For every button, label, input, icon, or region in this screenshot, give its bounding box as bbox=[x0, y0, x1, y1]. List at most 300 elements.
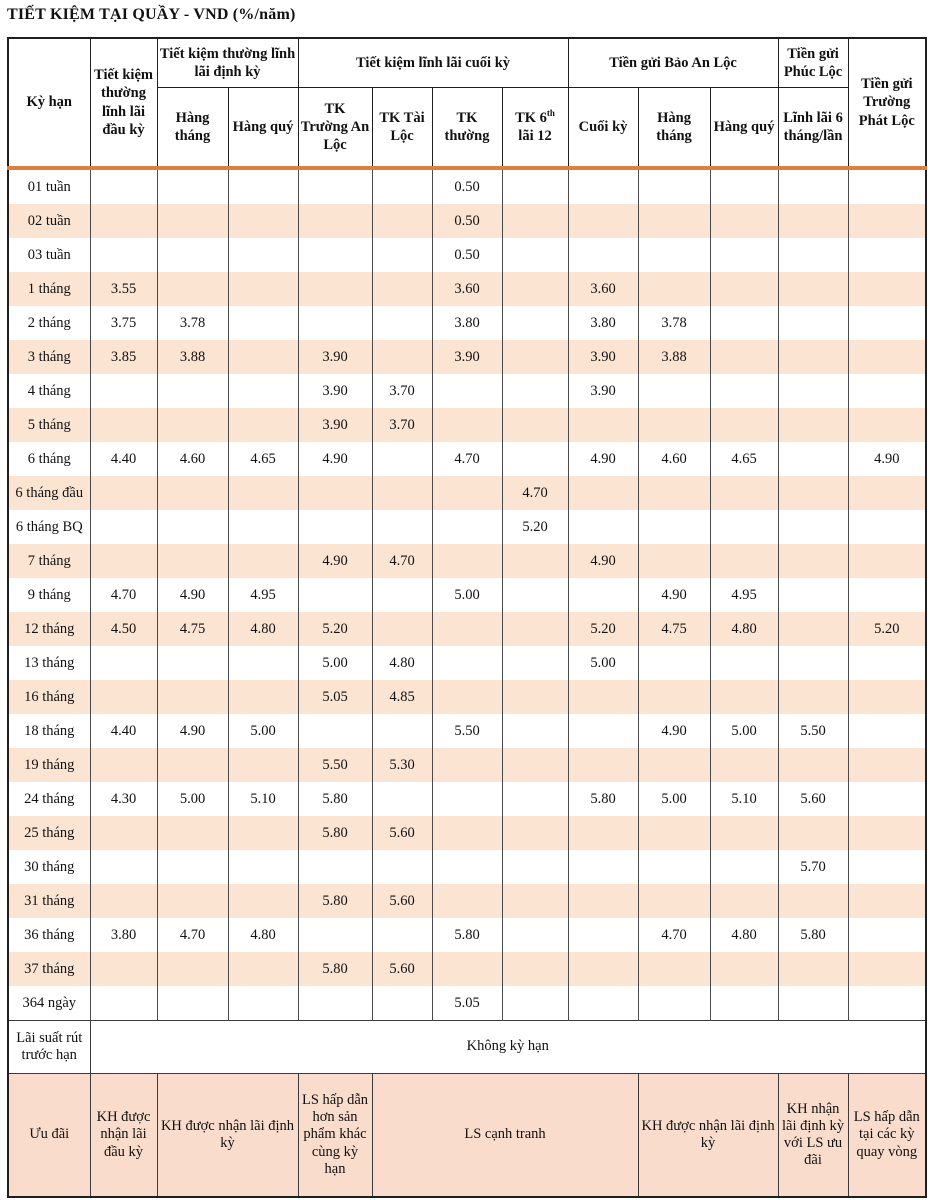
rate-cell: 5.80 bbox=[432, 918, 502, 952]
rate-cell bbox=[372, 612, 432, 646]
rate-cell bbox=[298, 238, 372, 272]
rate-cell bbox=[638, 986, 710, 1021]
rate-cell bbox=[90, 680, 157, 714]
rate-cell bbox=[228, 544, 298, 578]
rate-cell bbox=[157, 408, 228, 442]
rate-cell bbox=[90, 408, 157, 442]
rate-cell bbox=[502, 850, 568, 884]
benefit-cell: KH nhận lãi định kỳ với LS ưu đãi bbox=[778, 1074, 848, 1198]
term-cell: 12 tháng bbox=[8, 612, 90, 646]
rate-cell bbox=[228, 952, 298, 986]
rate-cell bbox=[710, 306, 778, 340]
table-row bbox=[8, 612, 926, 646]
rate-cell: 5.70 bbox=[778, 850, 848, 884]
rate-cell bbox=[848, 476, 926, 510]
rate-cell bbox=[710, 204, 778, 238]
rate-cell bbox=[568, 816, 638, 850]
rate-cell bbox=[568, 168, 638, 204]
rate-cell: 4.90 bbox=[638, 578, 710, 612]
rate-cell: 3.80 bbox=[432, 306, 502, 340]
rate-cell: 3.90 bbox=[298, 374, 372, 408]
table-row bbox=[8, 816, 926, 850]
rate-cell: 5.00 bbox=[432, 578, 502, 612]
col-header-phuc-loc-linh-lai: Lĩnh lãi 6 tháng/lần bbox=[778, 88, 848, 169]
page-title: TIẾT KIỆM TẠI QUẦY - VND (%/năm) bbox=[7, 6, 296, 23]
rate-cell bbox=[848, 578, 926, 612]
rate-cell bbox=[638, 168, 710, 204]
rate-cell bbox=[298, 510, 372, 544]
rate-cell bbox=[372, 272, 432, 306]
rate-cell: 5.05 bbox=[298, 680, 372, 714]
term-cell: 1 tháng bbox=[8, 272, 90, 306]
rate-cell: 5.60 bbox=[372, 952, 432, 986]
rate-cell bbox=[778, 306, 848, 340]
col-header-dinh-ky-hang-quy: Hàng quý bbox=[228, 88, 298, 169]
rate-cell bbox=[710, 408, 778, 442]
rate-cell bbox=[157, 850, 228, 884]
rate-cell bbox=[298, 918, 372, 952]
rate-cell bbox=[228, 476, 298, 510]
rate-cell bbox=[157, 748, 228, 782]
rate-cell bbox=[778, 374, 848, 408]
rate-cell: 4.85 bbox=[372, 680, 432, 714]
rate-cell: 3.78 bbox=[157, 306, 228, 340]
col-header-bal-hang-thang: Hàng tháng bbox=[638, 88, 710, 169]
rate-cell: 3.70 bbox=[372, 408, 432, 442]
table-row bbox=[8, 476, 926, 510]
term-cell: 6 tháng bbox=[8, 442, 90, 476]
rate-cell: 5.80 bbox=[778, 918, 848, 952]
col-header-tk-truong-an-loc: TK Trường An Lộc bbox=[298, 88, 372, 169]
table-row bbox=[8, 680, 926, 714]
table-row bbox=[8, 952, 926, 986]
rate-cell: 5.80 bbox=[298, 782, 372, 816]
rate-cell: 5.80 bbox=[298, 816, 372, 850]
rate-cell bbox=[228, 510, 298, 544]
col-header-tk-thuong: TK thường bbox=[432, 88, 502, 169]
rate-cell bbox=[372, 442, 432, 476]
rate-cell bbox=[228, 238, 298, 272]
rate-cell bbox=[90, 816, 157, 850]
rate-cell bbox=[638, 272, 710, 306]
rate-cell bbox=[778, 204, 848, 238]
rate-cell bbox=[502, 612, 568, 646]
rate-cell bbox=[502, 204, 568, 238]
rate-cell: 5.00 bbox=[157, 782, 228, 816]
rate-cell bbox=[848, 748, 926, 782]
rate-cell: 5.60 bbox=[372, 884, 432, 918]
table-row bbox=[8, 748, 926, 782]
table-row bbox=[8, 442, 926, 476]
rate-cell: 3.90 bbox=[432, 340, 502, 374]
rate-cell bbox=[298, 578, 372, 612]
rate-cell: 4.80 bbox=[372, 646, 432, 680]
rate-cell: 3.60 bbox=[432, 272, 502, 306]
rate-cell bbox=[157, 510, 228, 544]
rate-cell bbox=[372, 918, 432, 952]
table-row bbox=[8, 986, 926, 1021]
rate-cell: 4.75 bbox=[638, 612, 710, 646]
rate-cell bbox=[638, 748, 710, 782]
rate-cell bbox=[228, 680, 298, 714]
rate-cell bbox=[710, 544, 778, 578]
rate-cell bbox=[157, 986, 228, 1021]
rate-cell bbox=[90, 850, 157, 884]
benefit-cell: KH được nhận lãi đầu kỳ bbox=[90, 1074, 157, 1198]
rate-cell: 4.70 bbox=[90, 578, 157, 612]
rate-cell: 4.40 bbox=[90, 442, 157, 476]
rate-rows bbox=[8, 168, 926, 1021]
rate-cell bbox=[372, 168, 432, 204]
rate-cell bbox=[372, 204, 432, 238]
rate-cell: 4.70 bbox=[157, 918, 228, 952]
rate-cell bbox=[90, 748, 157, 782]
rate-cell bbox=[848, 782, 926, 816]
term-cell: 4 tháng bbox=[8, 374, 90, 408]
rate-cell: 3.90 bbox=[568, 374, 638, 408]
term-cell: 16 tháng bbox=[8, 680, 90, 714]
rate-cell: 4.60 bbox=[157, 442, 228, 476]
rate-cell bbox=[372, 714, 432, 748]
rate-cell bbox=[502, 646, 568, 680]
rate-cell bbox=[638, 544, 710, 578]
rate-cell bbox=[432, 510, 502, 544]
rate-cell bbox=[372, 578, 432, 612]
rate-cell: 4.80 bbox=[228, 612, 298, 646]
rate-cell bbox=[432, 782, 502, 816]
rate-cell: 4.90 bbox=[157, 714, 228, 748]
rate-cell bbox=[228, 646, 298, 680]
benefit-cell: LS hấp dẫn hơn sản phẩm khác cùng kỳ hạn bbox=[298, 1074, 372, 1198]
rate-cell: 4.90 bbox=[298, 544, 372, 578]
rate-cell bbox=[778, 476, 848, 510]
rate-cell bbox=[710, 986, 778, 1021]
rate-cell bbox=[568, 952, 638, 986]
rate-cell: 3.90 bbox=[298, 408, 372, 442]
rate-cell: 5.50 bbox=[432, 714, 502, 748]
rate-cell bbox=[502, 442, 568, 476]
rate-cell: 4.70 bbox=[502, 476, 568, 510]
rate-cell bbox=[228, 850, 298, 884]
rate-cell bbox=[432, 646, 502, 680]
rate-cell bbox=[298, 714, 372, 748]
rate-cell bbox=[157, 168, 228, 204]
term-cell: 25 tháng bbox=[8, 816, 90, 850]
rate-cell bbox=[298, 272, 372, 306]
rate-cell: 4.95 bbox=[228, 578, 298, 612]
table-row bbox=[8, 884, 926, 918]
rate-cell: 4.90 bbox=[848, 442, 926, 476]
rate-cell bbox=[778, 510, 848, 544]
rate-cell bbox=[778, 612, 848, 646]
term-cell: 3 tháng bbox=[8, 340, 90, 374]
rate-cell bbox=[228, 408, 298, 442]
rate-cell bbox=[298, 850, 372, 884]
rate-cell bbox=[710, 816, 778, 850]
col-header-tk-tai-loc: TK Tài Lộc bbox=[372, 88, 432, 169]
rate-cell: 4.90 bbox=[568, 544, 638, 578]
rate-cell bbox=[90, 952, 157, 986]
rate-cell bbox=[372, 238, 432, 272]
term-cell: 13 tháng bbox=[8, 646, 90, 680]
rate-cell bbox=[502, 952, 568, 986]
table-row bbox=[8, 408, 926, 442]
rate-cell bbox=[848, 238, 926, 272]
col-header-ky-han: Kỳ hạn bbox=[8, 38, 90, 168]
benefits-label: Ưu đãi bbox=[8, 1074, 90, 1198]
term-cell: 2 tháng bbox=[8, 306, 90, 340]
rate-cell bbox=[848, 680, 926, 714]
rate-cell: 5.50 bbox=[778, 714, 848, 748]
rate-cell bbox=[228, 168, 298, 204]
rate-cell: 5.00 bbox=[710, 714, 778, 748]
rate-cell bbox=[90, 168, 157, 204]
rate-cell bbox=[568, 408, 638, 442]
rate-cell bbox=[502, 544, 568, 578]
rate-cell bbox=[90, 646, 157, 680]
rate-cell bbox=[848, 306, 926, 340]
rate-cell bbox=[778, 544, 848, 578]
rate-cell: 0.50 bbox=[432, 238, 502, 272]
rate-cell bbox=[568, 680, 638, 714]
rate-cell: 3.90 bbox=[298, 340, 372, 374]
term-cell: 6 tháng đầu bbox=[8, 476, 90, 510]
table-row bbox=[8, 272, 926, 306]
rate-cell bbox=[90, 238, 157, 272]
rate-cell: 3.80 bbox=[90, 918, 157, 952]
table-row bbox=[8, 204, 926, 238]
term-cell: 19 tháng bbox=[8, 748, 90, 782]
rate-cell bbox=[638, 408, 710, 442]
rate-cell: 3.80 bbox=[568, 306, 638, 340]
rate-cell bbox=[502, 168, 568, 204]
rate-cell bbox=[710, 884, 778, 918]
benefit-cell: LS hấp dẫn tại các kỳ quay vòng bbox=[848, 1074, 926, 1198]
rate-cell bbox=[372, 782, 432, 816]
rate-cell bbox=[372, 510, 432, 544]
rate-cell bbox=[848, 986, 926, 1021]
rate-cell: 4.70 bbox=[638, 918, 710, 952]
rate-cell: 4.65 bbox=[228, 442, 298, 476]
rate-cell bbox=[710, 680, 778, 714]
rate-cell bbox=[228, 884, 298, 918]
early-withdrawal-row bbox=[8, 1021, 926, 1074]
rate-cell: 5.80 bbox=[298, 884, 372, 918]
term-cell: 36 tháng bbox=[8, 918, 90, 952]
table-row bbox=[8, 578, 926, 612]
rate-cell: 4.75 bbox=[157, 612, 228, 646]
rate-cell bbox=[638, 374, 710, 408]
term-cell: 7 tháng bbox=[8, 544, 90, 578]
benefits-row bbox=[8, 1074, 926, 1198]
rate-cell: 5.60 bbox=[372, 816, 432, 850]
rate-cell bbox=[710, 510, 778, 544]
rate-cell bbox=[228, 986, 298, 1021]
rate-cell: 4.90 bbox=[568, 442, 638, 476]
benefit-cell: KH được nhận lãi định kỳ bbox=[157, 1074, 298, 1198]
rate-cell bbox=[638, 238, 710, 272]
term-cell: 6 tháng BQ bbox=[8, 510, 90, 544]
rate-cell: 4.80 bbox=[228, 918, 298, 952]
rate-cell bbox=[157, 272, 228, 306]
table-row bbox=[8, 510, 926, 544]
rate-cell bbox=[710, 272, 778, 306]
term-cell: 5 tháng bbox=[8, 408, 90, 442]
rate-cell: 3.78 bbox=[638, 306, 710, 340]
rate-cell bbox=[372, 306, 432, 340]
rate-cell: 5.10 bbox=[710, 782, 778, 816]
rate-cell: 3.85 bbox=[90, 340, 157, 374]
rate-cell bbox=[432, 374, 502, 408]
rate-cell bbox=[710, 952, 778, 986]
rate-cell bbox=[432, 612, 502, 646]
rate-cell bbox=[432, 952, 502, 986]
rate-cell bbox=[502, 986, 568, 1021]
rate-cell bbox=[568, 238, 638, 272]
term-cell: 9 tháng bbox=[8, 578, 90, 612]
rate-cell bbox=[778, 408, 848, 442]
rate-cell bbox=[432, 850, 502, 884]
table-header bbox=[8, 38, 926, 168]
term-cell: 30 tháng bbox=[8, 850, 90, 884]
rate-cell bbox=[778, 680, 848, 714]
rate-cell bbox=[502, 680, 568, 714]
rate-cell bbox=[502, 918, 568, 952]
rate-cell bbox=[848, 850, 926, 884]
table-row bbox=[8, 374, 926, 408]
rate-cell: 5.20 bbox=[298, 612, 372, 646]
rate-cell: 4.90 bbox=[298, 442, 372, 476]
rate-cell bbox=[638, 952, 710, 986]
table-row bbox=[8, 544, 926, 578]
table-row bbox=[8, 850, 926, 884]
rate-cell bbox=[848, 510, 926, 544]
rate-cell: 5.20 bbox=[568, 612, 638, 646]
rate-cell bbox=[90, 544, 157, 578]
group-header-linh-lai-dinh-ky: Tiết kiệm thường lĩnh lãi định kỳ bbox=[157, 38, 298, 88]
rate-cell: 3.60 bbox=[568, 272, 638, 306]
rate-cell bbox=[298, 476, 372, 510]
rate-cell bbox=[638, 204, 710, 238]
rate-cell: 5.80 bbox=[298, 952, 372, 986]
rate-cell bbox=[157, 204, 228, 238]
rate-cell bbox=[568, 578, 638, 612]
group-header-phuc-loc: Tiền gửi Phúc Lộc bbox=[778, 38, 848, 88]
rate-cell: 4.60 bbox=[638, 442, 710, 476]
rate-cell bbox=[778, 646, 848, 680]
rate-cell bbox=[848, 408, 926, 442]
tk6-line2: lãi 12 bbox=[518, 128, 552, 145]
table-row bbox=[8, 306, 926, 340]
rate-cell bbox=[432, 476, 502, 510]
rate-cell bbox=[710, 340, 778, 374]
rate-cell bbox=[432, 884, 502, 918]
rate-cell bbox=[298, 204, 372, 238]
rate-cell: 5.20 bbox=[848, 612, 926, 646]
rate-cell bbox=[710, 238, 778, 272]
rate-cell bbox=[432, 544, 502, 578]
term-cell: 02 tuần bbox=[8, 204, 90, 238]
rate-cell bbox=[638, 850, 710, 884]
rate-cell bbox=[228, 306, 298, 340]
term-cell: 01 tuần bbox=[8, 168, 90, 204]
rate-cell: 5.00 bbox=[568, 646, 638, 680]
rate-cell bbox=[710, 748, 778, 782]
rate-cell bbox=[90, 374, 157, 408]
rate-cell bbox=[568, 884, 638, 918]
rate-cell: 4.30 bbox=[90, 782, 157, 816]
rate-cell bbox=[568, 204, 638, 238]
rate-cell: 4.80 bbox=[710, 918, 778, 952]
rate-cell bbox=[157, 680, 228, 714]
rate-cell bbox=[372, 476, 432, 510]
rate-cell bbox=[710, 850, 778, 884]
rate-cell: 4.65 bbox=[710, 442, 778, 476]
rate-cell bbox=[568, 476, 638, 510]
rate-cell: 4.90 bbox=[157, 578, 228, 612]
rate-cell bbox=[778, 884, 848, 918]
group-header-bao-an-loc: Tiền gửi Bảo An Lộc bbox=[568, 38, 778, 88]
rate-cell: 4.70 bbox=[372, 544, 432, 578]
rate-cell bbox=[778, 238, 848, 272]
rate-cell bbox=[157, 238, 228, 272]
rate-cell bbox=[502, 816, 568, 850]
tk6-prefix: TK 6 bbox=[515, 110, 547, 127]
table-row bbox=[8, 646, 926, 680]
early-withdrawal-value: Không kỳ hạn bbox=[90, 1021, 926, 1074]
rate-cell bbox=[228, 816, 298, 850]
table-row bbox=[8, 714, 926, 748]
rate-cell bbox=[90, 986, 157, 1021]
rate-cell bbox=[298, 986, 372, 1021]
rate-cell: 4.90 bbox=[638, 714, 710, 748]
col-header-bal-cuoi-ky: Cuối kỳ bbox=[568, 88, 638, 169]
rate-cell bbox=[848, 952, 926, 986]
rate-cell bbox=[502, 578, 568, 612]
rate-cell: 5.20 bbox=[502, 510, 568, 544]
rate-cell bbox=[298, 168, 372, 204]
rate-cell bbox=[848, 816, 926, 850]
rate-cell bbox=[502, 782, 568, 816]
rate-cell: 5.30 bbox=[372, 748, 432, 782]
rate-cell bbox=[638, 680, 710, 714]
table-footer bbox=[8, 1021, 926, 1198]
rate-cell bbox=[848, 272, 926, 306]
rate-cell bbox=[502, 748, 568, 782]
rate-cell: 5.80 bbox=[568, 782, 638, 816]
rate-cell bbox=[157, 646, 228, 680]
rate-cell bbox=[157, 816, 228, 850]
benefit-cell: KH được nhận lãi định kỳ bbox=[638, 1074, 778, 1198]
rate-cell bbox=[372, 340, 432, 374]
rate-cell bbox=[157, 374, 228, 408]
rate-cell: 5.00 bbox=[638, 782, 710, 816]
col-header-tiet-kiem-dau-ky: Tiết kiệm thường lĩnh lãi đầu kỳ bbox=[90, 38, 157, 168]
rate-cell bbox=[568, 850, 638, 884]
rate-cell: 5.10 bbox=[228, 782, 298, 816]
rate-cell bbox=[228, 340, 298, 374]
table-row bbox=[8, 918, 926, 952]
rate-cell bbox=[502, 884, 568, 918]
rate-cell bbox=[157, 544, 228, 578]
rate-cell bbox=[778, 986, 848, 1021]
rate-cell bbox=[228, 204, 298, 238]
rate-cell bbox=[778, 272, 848, 306]
rate-cell bbox=[568, 748, 638, 782]
rate-cell: 5.60 bbox=[778, 782, 848, 816]
rate-cell: 4.40 bbox=[90, 714, 157, 748]
rate-cell bbox=[778, 952, 848, 986]
